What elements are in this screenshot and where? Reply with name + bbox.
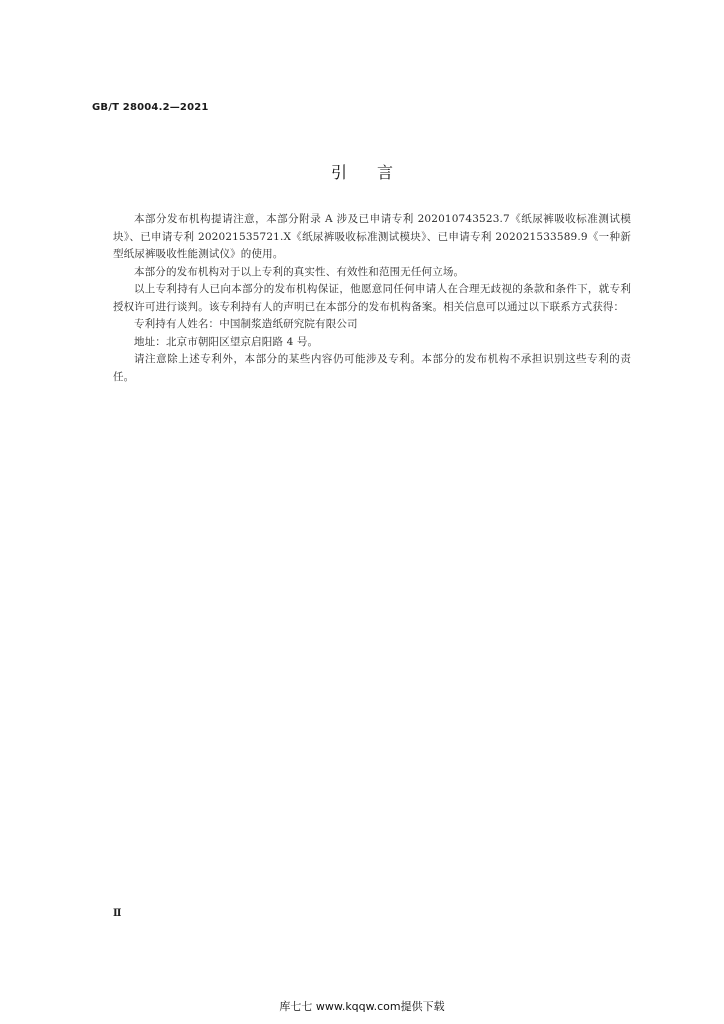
paragraph-address: 地址：北京市朝阳区望京启阳路 4 号。	[134, 335, 319, 348]
paragraph-licensing: 以上专利持有人已向本部分的发布机构保证，他愿意同任何申请人在合理无歧视的条款和条件下，就专利授权许可进行谈判。该专利持有人的声明已在本部分的发布机构备案。相关信息可以通过以下联系方式获得：	[113, 283, 631, 313]
introduction-body	[113, 211, 631, 386]
footer-watermark: 库七七 www.kqqw.com提供下载	[279, 1000, 445, 1013]
page-title: 引言	[330, 163, 423, 182]
paragraph-patent-notice: 本部分发布机构提请注意，本部分附录 A 涉及已申请专利 202010743523.7《纸尿裤吸收标准测试模块》、已申请专利 202021535721.X《纸尿裤吸收标准测试模块》、已申请专利 202021533589.9《一种新型纸尿裤吸收性能测试仪》的使用。	[113, 213, 631, 260]
paragraph-holder-name: 专利持有人姓名：中国制浆造纸研究院有限公司	[134, 318, 358, 330]
paragraph-disclaimer: 请注意除上述专利外，本部分的某些内容仍可能涉及专利。本部分的发布机构不承担识别这些专利的责任。	[113, 353, 631, 383]
paragraph-no-position: 本部分的发布机构对于以上专利的真实性、有效性和范围无任何立场。	[134, 265, 465, 278]
page-number: Ⅱ	[113, 908, 122, 919]
standard-code: GB/T 28004.2—2021	[92, 102, 209, 113]
